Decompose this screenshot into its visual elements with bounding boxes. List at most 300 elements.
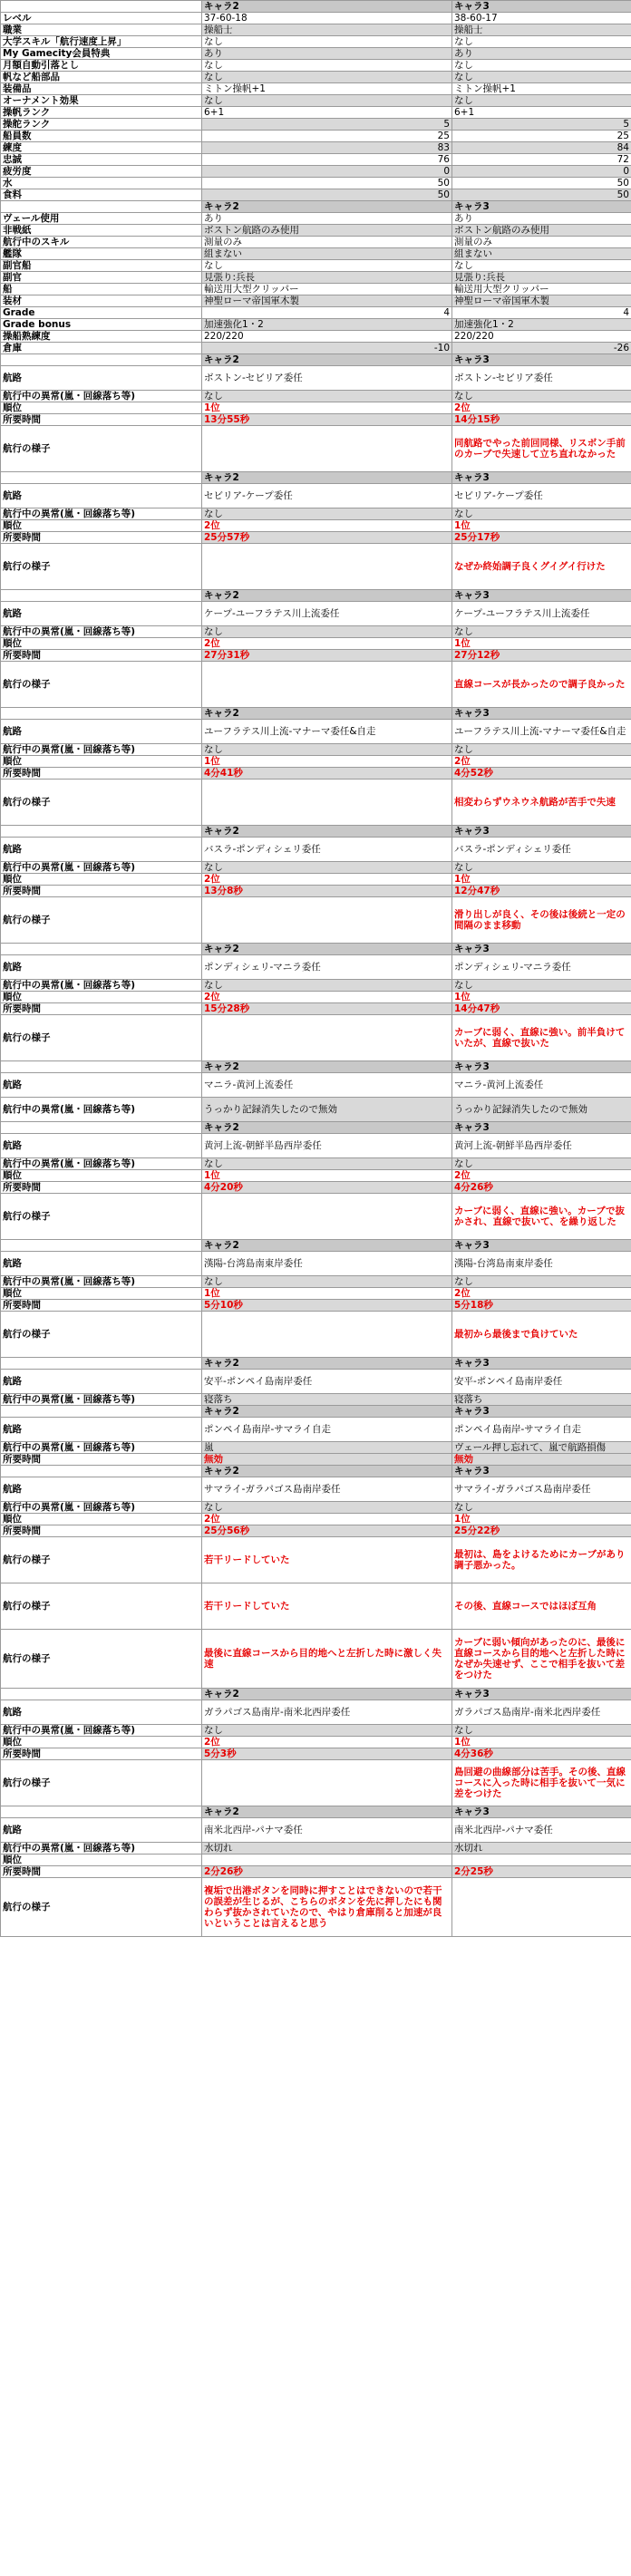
leg-state-row — [1, 1583, 631, 1630]
char2-state: 若干リードしていた — [202, 1583, 452, 1630]
leg-incident-row — [1, 1098, 631, 1122]
char2-time: 13分55秒 — [202, 414, 452, 426]
row-label: 倉庫 — [1, 343, 202, 354]
char3-incident: なし — [452, 1276, 631, 1288]
char3-value: 見張り:兵長 — [452, 272, 631, 284]
char3-time: 27分12秒 — [452, 650, 631, 662]
header-blank — [1, 708, 202, 720]
char2-value: ミトン操帆+1 — [202, 83, 452, 95]
leg-time-label: 所要時間 — [1, 650, 202, 662]
char2-state — [202, 426, 452, 472]
ship-row — [1, 295, 631, 307]
crew-row — [1, 166, 631, 178]
char2-incident: なし — [202, 1725, 452, 1737]
char3-incident: ヴェール押し忘れて、嵐で航路損傷 — [452, 1442, 631, 1454]
leg-route-row — [1, 602, 631, 626]
char3-rank: 1位 — [452, 992, 631, 1003]
char2-value: -10 — [202, 343, 452, 354]
leg-rank-row — [1, 756, 631, 768]
char2-value: 組まない — [202, 248, 452, 260]
char3-time: 無効 — [452, 1454, 631, 1466]
char3-rank: 2位 — [452, 402, 631, 414]
header-blank — [1, 1806, 202, 1818]
leg-time-label: 所要時間 — [1, 1866, 202, 1878]
leg-time-row — [1, 768, 631, 780]
char3-rank: 2位 — [452, 756, 631, 768]
profile-row — [1, 119, 631, 131]
char2-state — [202, 662, 452, 708]
char2-state: 複垢で出港ボタンを同時に押すことはできないので若干の誤差が生じるが、こちらのボタンを先に押したにも関わらず抜かされていたので、やはり倉庫削ると加速が良いということは言えると思う — [202, 1878, 452, 1937]
leg-time-row — [1, 1182, 631, 1194]
crew-row — [1, 142, 631, 154]
char3-rank: 1位 — [452, 874, 631, 886]
char2-incident: なし — [202, 391, 452, 402]
char2-route: 安平-ポンペイ島南岸委任 — [202, 1370, 452, 1394]
header-char3: キャラ3 — [452, 1122, 631, 1134]
char3-incident: なし — [452, 626, 631, 638]
leg-header — [1, 1240, 631, 1252]
header-char3: キャラ3 — [452, 472, 631, 484]
crew-row — [1, 131, 631, 142]
leg-state-label: 航行の様子 — [1, 1312, 202, 1358]
char2-state — [202, 544, 452, 590]
header-blank — [1, 1061, 202, 1073]
leg-route-label: 航路 — [1, 366, 202, 391]
char3-route: ケープ-ユーフラテス川上流委任 — [452, 602, 631, 626]
leg-header — [1, 1061, 631, 1073]
leg-state-row — [1, 1312, 631, 1358]
char3-value: 84 — [452, 142, 631, 154]
header-char2: キャラ2 — [202, 826, 452, 838]
leg-incident-row — [1, 1725, 631, 1737]
char2-route: ユーフラテス川上流-マナーマ委任&自走 — [202, 720, 452, 744]
leg-rank-label: 順位 — [1, 1855, 202, 1866]
leg-route-label: 航路 — [1, 1370, 202, 1394]
char2-route: セビリア-ケープ委任 — [202, 484, 452, 508]
leg-incident-label: 航行中の異常(嵐・回線落ち等) — [1, 1502, 202, 1514]
char2-incident: なし — [202, 1502, 452, 1514]
char2-value: 輸送用大型クリッパー — [202, 284, 452, 295]
leg-incident-row — [1, 1158, 631, 1170]
char3-value: 測量のみ — [452, 237, 631, 248]
leg-rank-row — [1, 1288, 631, 1300]
char3-state: 最初から最後まで負けていた — [452, 1312, 631, 1358]
leg-incident-label: 航行中の異常(嵐・回線落ち等) — [1, 1276, 202, 1288]
crew-row — [1, 189, 631, 201]
char2-incident: なし — [202, 1276, 452, 1288]
profile-header — [1, 1, 631, 13]
header-blank — [1, 1406, 202, 1418]
header-char2: キャラ2 — [202, 1406, 452, 1418]
header-char3: キャラ3 — [452, 1240, 631, 1252]
char3-value: なし — [452, 260, 631, 272]
char2-value: 4 — [202, 307, 452, 319]
leg-time-label: 所要時間 — [1, 1454, 202, 1466]
char3-incident: なし — [452, 862, 631, 874]
char2-rank — [202, 1855, 452, 1866]
leg-time-label: 所要時間 — [1, 1748, 202, 1760]
leg-header — [1, 1689, 631, 1700]
char3-value: あり — [452, 48, 631, 60]
char3-rank: 1位 — [452, 638, 631, 650]
char2-rank: 2位 — [202, 638, 452, 650]
char3-value: 組まない — [452, 248, 631, 260]
header-blank — [1, 944, 202, 955]
leg-header — [1, 472, 631, 484]
char2-incident: なし — [202, 862, 452, 874]
leg-rank-label: 順位 — [1, 1737, 202, 1748]
leg-state-row — [1, 897, 631, 944]
char3-state: 相変わらずウネウネ航路が苦手で失速 — [452, 780, 631, 826]
leg-state-row — [1, 662, 631, 708]
leg-rank-label: 順位 — [1, 638, 202, 650]
leg-time-row — [1, 1003, 631, 1015]
settings-row — [1, 248, 631, 260]
leg-rank-row — [1, 992, 631, 1003]
profile-row — [1, 83, 631, 95]
leg-incident-row — [1, 980, 631, 992]
header-char3: キャラ3 — [452, 708, 631, 720]
header-char2: キャラ2 — [202, 590, 452, 602]
profile-row — [1, 48, 631, 60]
header-blank — [1, 590, 202, 602]
leg-incident-row — [1, 1502, 631, 1514]
leg-time-row — [1, 1748, 631, 1760]
header-char3: キャラ3 — [452, 826, 631, 838]
char3-state: 島回避の曲線部分は苦手。その後、直線コースに入った時に相手を抜いて一気に差をつけた — [452, 1760, 631, 1806]
row-label: Grade — [1, 307, 202, 319]
header-blank — [1, 472, 202, 484]
char2-value: 76 — [202, 154, 452, 166]
leg-incident-label: 航行中の異常(嵐・回線落ち等) — [1, 1442, 202, 1454]
char3-incident: なし — [452, 1158, 631, 1170]
char2-route: ポンディシェリ-マニラ委任 — [202, 955, 452, 980]
leg-incident-row — [1, 1276, 631, 1288]
leg-rank-row — [1, 874, 631, 886]
leg-state-label: 航行の様子 — [1, 897, 202, 944]
char2-value: 見張り:兵長 — [202, 272, 452, 284]
char2-state — [202, 780, 452, 826]
leg-state-label: 航行の様子 — [1, 1194, 202, 1240]
leg-route-row — [1, 955, 631, 980]
char3-value: 0 — [452, 166, 631, 178]
char2-incident: なし — [202, 1158, 452, 1170]
leg-state-row — [1, 1630, 631, 1689]
char3-value: 38-60-17 — [452, 13, 631, 24]
char2-route: 南米北西岸-パナマ委任 — [202, 1818, 452, 1843]
char2-incident: なし — [202, 626, 452, 638]
leg-state-label: 航行の様子 — [1, 1537, 202, 1583]
char3-rank: 2位 — [452, 1170, 631, 1182]
ship-row — [1, 284, 631, 295]
char3-rank: 1位 — [452, 1737, 631, 1748]
char2-value: 83 — [202, 142, 452, 154]
char2-value: あり — [202, 48, 452, 60]
char2-route: マニラ-黄河上流委任 — [202, 1073, 452, 1098]
leg-time-row — [1, 886, 631, 897]
profile-row — [1, 13, 631, 24]
char3-time: 25分17秒 — [452, 532, 631, 544]
char3-value: なし — [452, 72, 631, 83]
char2-state — [202, 1194, 452, 1240]
leg-time-label: 所要時間 — [1, 768, 202, 780]
leg-state-row — [1, 1537, 631, 1583]
char2-value: なし — [202, 95, 452, 107]
char3-time: 5分18秒 — [452, 1300, 631, 1312]
char3-value: ミトン操帆+1 — [452, 83, 631, 95]
char2-route: ケープ-ユーフラテス川上流委任 — [202, 602, 452, 626]
settings-row — [1, 237, 631, 248]
row-label: My Gamecity会員特典 — [1, 48, 202, 60]
char2-route: バスラ-ポンディシェリ委任 — [202, 838, 452, 862]
leg-time-label: 所要時間 — [1, 414, 202, 426]
char2-route: ポンペイ島南岸-サマライ自走 — [202, 1418, 452, 1442]
leg-rank-row — [1, 1737, 631, 1748]
char3-value: -26 — [452, 343, 631, 354]
leg-route-label: 航路 — [1, 1073, 202, 1098]
leg-state-row — [1, 1194, 631, 1240]
leg-incident-label: 航行中の異常(嵐・回線落ち等) — [1, 391, 202, 402]
char3-value: 220/220 — [452, 331, 631, 343]
char2-time: 2分26秒 — [202, 1866, 452, 1878]
header-char3: キャラ3 — [452, 201, 631, 213]
char2-incident: なし — [202, 980, 452, 992]
leg-route-label: 航路 — [1, 1477, 202, 1502]
row-label: 艦隊 — [1, 248, 202, 260]
char3-route: 安平-ポンペイ島南岸委任 — [452, 1370, 631, 1394]
header-char2: キャラ2 — [202, 944, 452, 955]
char2-time: 25分56秒 — [202, 1525, 452, 1537]
char2-rank: 2位 — [202, 520, 452, 532]
leg-state-row — [1, 1878, 631, 1937]
leg-route-row — [1, 838, 631, 862]
char2-value: 操船士 — [202, 24, 452, 36]
char3-value: 4 — [452, 307, 631, 319]
header-blank — [1, 201, 202, 213]
char2-value: あり — [202, 213, 452, 225]
char2-route: 黄河上流-朝鮮半島西岸委任 — [202, 1134, 452, 1158]
char3-incident: なし — [452, 744, 631, 756]
leg-rank-label: 順位 — [1, 874, 202, 886]
char2-time: 5分10秒 — [202, 1300, 452, 1312]
char2-rank: 1位 — [202, 1170, 452, 1182]
char2-state — [202, 1015, 452, 1061]
leg-state-label: 航行の様子 — [1, 780, 202, 826]
char3-value: ボストン航路のみ使用 — [452, 225, 631, 237]
char2-value: ボストン航路のみ使用 — [202, 225, 452, 237]
header-char2: キャラ2 — [202, 472, 452, 484]
header-char3: キャラ3 — [452, 1358, 631, 1370]
leg-rank-label: 順位 — [1, 520, 202, 532]
leg-rank-label: 順位 — [1, 1288, 202, 1300]
leg-header — [1, 1122, 631, 1134]
row-label: 操船熟練度 — [1, 331, 202, 343]
char3-state: カーブに弱く、直線に強い。前半負けていたが、直線で抜いた — [452, 1015, 631, 1061]
char2-route: 漢陽-台湾島南東岸委任 — [202, 1252, 452, 1276]
char3-value: なし — [452, 36, 631, 48]
char2-time: 無効 — [202, 1454, 452, 1466]
header-char3: キャラ3 — [452, 1406, 631, 1418]
row-label: 非戦紙 — [1, 225, 202, 237]
leg-time-row — [1, 1525, 631, 1537]
leg-rank-row — [1, 520, 631, 532]
header-blank — [1, 1689, 202, 1700]
settings-row — [1, 225, 631, 237]
char2-value: 加速強化1・2 — [202, 319, 452, 331]
header-char2: キャラ2 — [202, 1122, 452, 1134]
crew-row — [1, 154, 631, 166]
char2-value: 6+1 — [202, 107, 452, 119]
leg-route-label: 航路 — [1, 1252, 202, 1276]
char3-value: あり — [452, 213, 631, 225]
char3-route: ガラパゴス島南岸-南米北西岸委任 — [452, 1700, 631, 1725]
ship-row — [1, 319, 631, 331]
settings-row — [1, 260, 631, 272]
char3-state: 最初は、島をよけるためにカーブがあり調子悪かった。 — [452, 1537, 631, 1583]
char2-value: 25 — [202, 131, 452, 142]
leg-incident-row — [1, 1442, 631, 1454]
char3-time: 14分47秒 — [452, 1003, 631, 1015]
char2-incident: 水切れ — [202, 1843, 452, 1855]
char2-rank: 1位 — [202, 1288, 452, 1300]
char2-incident: 嵐 — [202, 1442, 452, 1454]
leg-route-label: 航路 — [1, 1818, 202, 1843]
char2-rank: 2位 — [202, 874, 452, 886]
char3-route: ポンディシェリ-マニラ委任 — [452, 955, 631, 980]
char2-time: 27分31秒 — [202, 650, 452, 662]
char3-state: なぜか終始調子良くグイグイ行けた — [452, 544, 631, 590]
row-label: 水 — [1, 178, 202, 189]
char3-value: なし — [452, 60, 631, 72]
row-label: 装材 — [1, 295, 202, 307]
char2-time: 4分41秒 — [202, 768, 452, 780]
char2-value: なし — [202, 72, 452, 83]
leg-time-label: 所要時間 — [1, 886, 202, 897]
char3-route: ボストン-セビリア委任 — [452, 366, 631, 391]
leg-rank-label: 順位 — [1, 992, 202, 1003]
row-label: 船 — [1, 284, 202, 295]
char2-value: 220/220 — [202, 331, 452, 343]
char2-time: 15分28秒 — [202, 1003, 452, 1015]
row-label: 装備品 — [1, 83, 202, 95]
leg-route-label: 航路 — [1, 484, 202, 508]
char3-time: 4分36秒 — [452, 1748, 631, 1760]
char2-rank: 1位 — [202, 402, 452, 414]
leg-route-row — [1, 484, 631, 508]
leg-state-label: 航行の様子 — [1, 1878, 202, 1937]
leg-time-row — [1, 1866, 631, 1878]
header-blank — [1, 1466, 202, 1477]
char3-value: なし — [452, 95, 631, 107]
leg-incident-label: 航行中の異常(嵐・回線落ち等) — [1, 508, 202, 520]
header-blank — [1, 354, 202, 366]
char2-value: 0 — [202, 166, 452, 178]
char3-value: 50 — [452, 189, 631, 201]
header-char3: キャラ3 — [452, 1, 631, 13]
char2-state: 最後に直線コースから目的地へと左折した時に激しく失速 — [202, 1630, 452, 1689]
row-label: ヴェール使用 — [1, 213, 202, 225]
leg-time-row — [1, 1454, 631, 1466]
char3-incident: 寝落ち — [452, 1394, 631, 1406]
header-char2: キャラ2 — [202, 1806, 452, 1818]
leg-rank-label: 順位 — [1, 402, 202, 414]
char3-time: 4分26秒 — [452, 1182, 631, 1194]
row-label: 船員数 — [1, 131, 202, 142]
char3-time: 2分25秒 — [452, 1866, 631, 1878]
char3-incident: なし — [452, 508, 631, 520]
char2-state — [202, 897, 452, 944]
char2-value: なし — [202, 36, 452, 48]
char3-state: カーブに弱く、直線に強い。カーブで抜かされ、直線で抜いて、を繰り返した — [452, 1194, 631, 1240]
char3-incident: なし — [452, 391, 631, 402]
header-char2: キャラ2 — [202, 1240, 452, 1252]
leg-route-row — [1, 1370, 631, 1394]
char3-rank: 2位 — [452, 1288, 631, 1300]
leg-header — [1, 708, 631, 720]
leg-incident-label: 航行中の異常(嵐・回線落ち等) — [1, 980, 202, 992]
profile-row — [1, 36, 631, 48]
leg-incident-label: 航行中の異常(嵐・回線落ち等) — [1, 1394, 202, 1406]
char3-value: 神聖ローマ帝国軍木製 — [452, 295, 631, 307]
profile-row — [1, 107, 631, 119]
char2-value: 5 — [202, 119, 452, 131]
char3-value: 25 — [452, 131, 631, 142]
header-blank — [1, 1122, 202, 1134]
leg-state-label: 航行の様子 — [1, 662, 202, 708]
char2-incident: なし — [202, 508, 452, 520]
header-char2: キャラ2 — [202, 1466, 452, 1477]
leg-state-row — [1, 544, 631, 590]
leg-route-label: 航路 — [1, 1700, 202, 1725]
row-label: レベル — [1, 13, 202, 24]
char2-rank: 2位 — [202, 1514, 452, 1525]
header-char2: キャラ2 — [202, 201, 452, 213]
header-char3: キャラ3 — [452, 1466, 631, 1477]
leg-route-row — [1, 1818, 631, 1843]
char3-route: ポンペイ島南岸-サマライ自走 — [452, 1418, 631, 1442]
row-label: 操舵ランク — [1, 119, 202, 131]
profile-row — [1, 95, 631, 107]
leg-route-row — [1, 1477, 631, 1502]
char2-value: なし — [202, 260, 452, 272]
leg-header — [1, 1358, 631, 1370]
char2-rank: 2位 — [202, 992, 452, 1003]
char2-value: なし — [202, 60, 452, 72]
header-char2: キャラ2 — [202, 1358, 452, 1370]
leg-incident-label: 航行中の異常(嵐・回線落ち等) — [1, 1158, 202, 1170]
char3-state: その後、直線コースではほぼ互角 — [452, 1583, 631, 1630]
char2-state: 若干リードしていた — [202, 1537, 452, 1583]
char2-route: ボストン-セビリア委任 — [202, 366, 452, 391]
row-label: オーナメント効果 — [1, 95, 202, 107]
char2-value: 50 — [202, 189, 452, 201]
char3-rank: 1位 — [452, 520, 631, 532]
leg-incident-label: 航行中の異常(嵐・回線落ち等) — [1, 862, 202, 874]
char2-value: 神聖ローマ帝国軍木製 — [202, 295, 452, 307]
leg-time-label: 所要時間 — [1, 1525, 202, 1537]
leg-state-row — [1, 426, 631, 472]
ship-row — [1, 343, 631, 354]
char3-route: マニラ-黄河上流委任 — [452, 1073, 631, 1098]
leg-header — [1, 354, 631, 366]
char2-route: ガラパゴス島南岸-南米北西岸委任 — [202, 1700, 452, 1725]
char3-value: 5 — [452, 119, 631, 131]
leg-state-row — [1, 780, 631, 826]
leg-time-row — [1, 1300, 631, 1312]
leg-route-row — [1, 1252, 631, 1276]
leg-rank-label: 順位 — [1, 1170, 202, 1182]
leg-time-label: 所要時間 — [1, 1300, 202, 1312]
